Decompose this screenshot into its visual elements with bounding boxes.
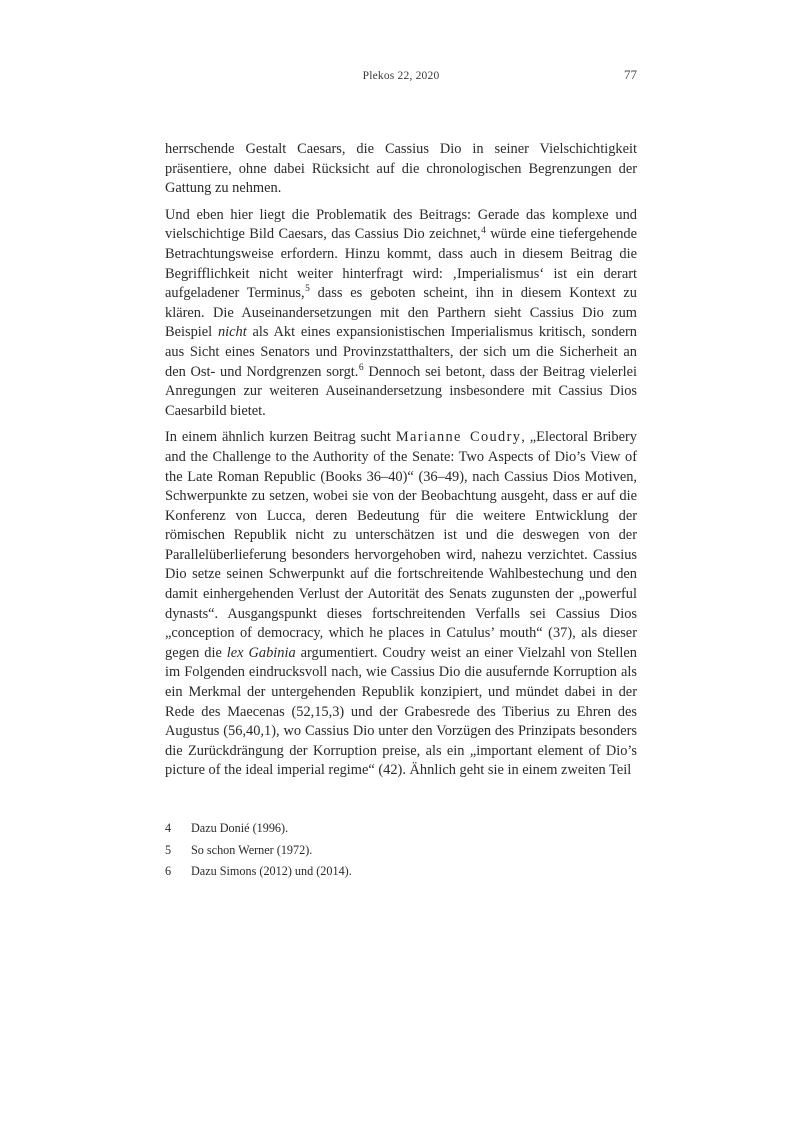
paragraph-3-segment-1: In einem ähnlich kurzen Beitrag sucht bbox=[165, 429, 396, 446]
paragraph-2-segment-2: würde eine tiefergehende Betrachtungsweise erfordern. Hinzu kommt, dass auch in diesem Beitrag die Begrifflichkeit nicht weiter hinterfragt wird: ‚Imperialismus‘ ist ein derart aufgeladener Terminus, bbox=[165, 226, 638, 302]
paragraph-2-italic-nicht: nicht bbox=[217, 324, 247, 341]
footnotes-section bbox=[165, 818, 637, 883]
paragraph-2 bbox=[165, 206, 637, 422]
footnote-text: Dazu Donié (1996). bbox=[191, 821, 289, 835]
paragraph-2-segment-1: Und eben hier liegt die Problematik des Beitrags: Gerade das komplexe und vielschichtige Bild Caesars, das Cassius Dio zeichnet, bbox=[165, 206, 637, 243]
paragraph-1 bbox=[165, 140, 637, 199]
paragraph-2-segment-4: als Akt eines expansionistischen Imperialismus kritisch, sondern aus Sicht eines Senators und Provinzstatthalters, der sich um die Sicherheit an den Ost- und Nordgrenzen sorgt. bbox=[165, 324, 637, 380]
footnote-item bbox=[165, 861, 637, 883]
paragraph-3 bbox=[165, 428, 637, 781]
paragraph-3-italic-lex-gabinia: lex Gabinia bbox=[226, 644, 296, 661]
page-number: 77 bbox=[624, 67, 637, 82]
body-text-column bbox=[165, 140, 637, 781]
footnote-number: 5 bbox=[165, 842, 172, 857]
running-head bbox=[165, 67, 637, 86]
paragraph-1-text: herrschende Gestalt Caesars, die Cassius Dio in seiner Vielschichtigkeit präsentiere, ohne dabei Rücksicht auf die chronologischen Begrenzungen der Gattung zu nehmen. bbox=[165, 141, 637, 197]
footnote-text: Dazu Simons (2012) und (2014). bbox=[191, 864, 352, 878]
footnote-number: 6 bbox=[165, 864, 172, 878]
footnote-ref-4[interactable]: 4 bbox=[481, 225, 486, 236]
paragraph-3-segment-2: , „Electoral Bribery and the Challenge to the Authority of the Senate: Two Aspects of Dio’s View of the Late Roman Republic (Books 36–40)“ (36–49), nach Cassius Dios Motiven, Schwerpunkte zu setzen, wobei sie von der Beobachtung ausgeht, dass er auf die Konferenz von Lucca, deren Bedeutung für die weitere Entwicklung der römischen Republik nicht zu unterschätzen ist und die deswegen von der Parallelüberlieferung besonders hervorgehoben wird, nahezu verzichtet. Cassius Dio setze seinen Schwerpunkt auf die fortschreitende Wahlbestechung und den damit einhergehenden Verlust der Autorität des Senats zugunsten der „powerful dynasts“. Ausgangspunkt dieses fortschreitenden Verfalls sei Cassius Dios „conception of democracy, which he places in Catulus’ mouth“ (37), als dieser gegen die bbox=[165, 429, 637, 661]
footnote-ref-5[interactable]: 5 bbox=[305, 284, 310, 295]
cited-author-name: Marianne Coudry bbox=[395, 429, 522, 446]
footnote-item bbox=[165, 818, 637, 840]
footnote-number: 4 bbox=[165, 821, 172, 835]
footnote-item bbox=[165, 840, 637, 862]
paragraph-2-segment-5: Dennoch sei betont, dass der Beitrag vielerlei Anregungen zur weiteren Auseinandersetzung insbesondere mit Cassius Dios Caesarbild bietet. bbox=[165, 363, 638, 419]
running-head-title: Plekos 22, 2020 bbox=[362, 70, 440, 82]
footnote-text: So schon Werner (1972). bbox=[191, 842, 313, 857]
paragraph-2-segment-3: dass es geboten scheint, ihn in diesem Kontext zu klären. Die Auseinandersetzungen mit den Parthern sieht Cassius Dio zum Beispiel bbox=[165, 285, 637, 341]
paragraph-3-segment-3: argumentiert. Coudry weist an einer Vielzahl von Stellen im Folgenden eindrucksvoll nach, wie Cassius Dio die ausufernde Korruption als ein Merkmal der untergehenden Republik konzipiert, und mündet dabei in der Rede des Maecenas (52,15,3) und der Grabesrede des Tiberius zu Ehren des Augustus (56,40,1), wo Cassius Dio unter den Vorzügen des Prinzipats besonders die Zurückdrängung der Korruption preise, als ein „important element of Dio’s picture of the ideal imperial regime“ (42). Ähnlich geht sie in einem zweiten Teil bbox=[165, 644, 637, 779]
footnote-ref-6[interactable]: 6 bbox=[358, 362, 364, 373]
